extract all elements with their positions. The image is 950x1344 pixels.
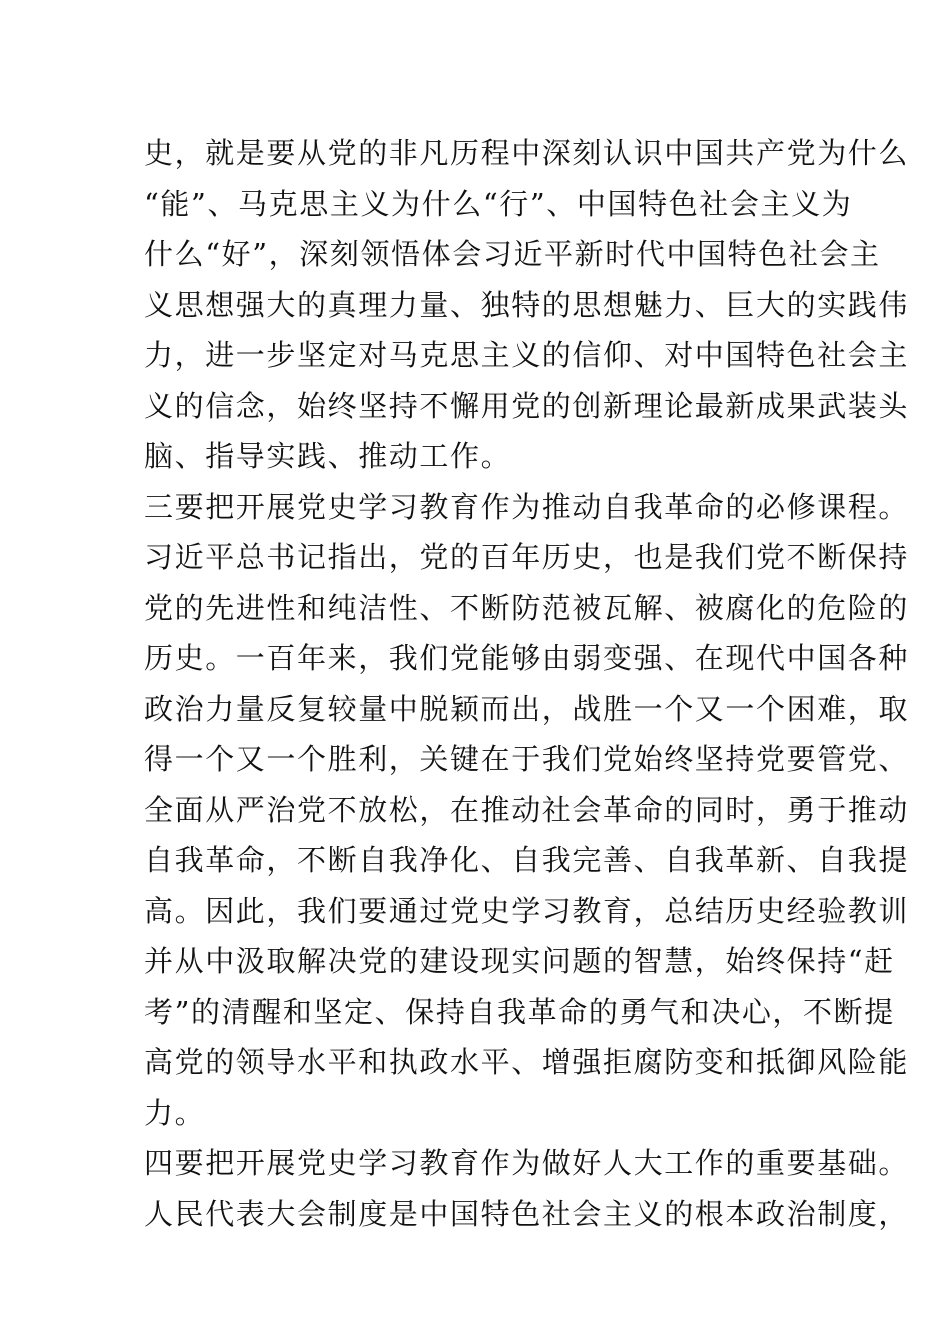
text-line: 习近平总书记指出，党的百年历史，也是我们党不断保持: [144, 540, 910, 574]
text-line: 高。因此，我们要通过党史学习教育，总结历史经验教训: [144, 893, 910, 928]
text-line: 自我革命，不断自我净化、自我完善、自我革新、自我提: [144, 843, 910, 877]
text-line: 力。: [144, 1095, 206, 1130]
section-heading-line: 四要把开展党史学习教育作为做好人大工作的重要基础。: [144, 1146, 910, 1180]
text-line: 得一个又一个胜利，关键在于我们党始终坚持党要管党、: [144, 742, 910, 776]
text-line: 力，进一步坚定对马克思主义的信仰、对中国特色社会主: [144, 338, 910, 372]
text-line: 政治力量反复较量中脱颖而出，战胜一个又一个困难，取: [144, 691, 910, 726]
section-heading-line: 三要把开展党史学习教育作为推动自我革命的必修课程。: [144, 489, 910, 524]
text-line: 什么“好”，深刻领悟体会习近平新时代中国特色社会主: [144, 237, 881, 271]
text-line: 脑、指导实践、推动工作。: [144, 439, 512, 473]
text-line: 考”的清醒和坚定、保持自我革命的勇气和决心，不断提: [144, 994, 895, 1029]
text-line: “能”、马克思主义为什么“行”、中国特色社会主义为: [144, 186, 853, 221]
text-line: 人民代表大会制度是中国特色社会主义的根本政治制度，: [144, 1196, 910, 1231]
text-line: 义的信念，始终坚持不懈用党的创新理论最新成果武装头: [144, 388, 910, 423]
body-text: [144, 128, 910, 1239]
text-line: 史，就是要从党的非凡历程中深刻认识中国共产党为什么: [144, 136, 910, 170]
text-line: 并从中汲取解决党的建设现实问题的智慧，始终保持“赶: [144, 944, 895, 978]
text-line: 高党的领导水平和执政水平、增强拒腐防变和抵御风险能: [144, 1045, 910, 1079]
text-line: 全面从严治党不放松，在推动社会革命的同时，勇于推动: [144, 792, 910, 827]
text-line: 义思想强大的真理力量、独特的思想魅力、巨大的实践伟: [144, 287, 910, 322]
text-line: 历史。一百年来，我们党能够由弱变强、在现代中国各种: [144, 641, 910, 675]
text-line: 党的先进性和纯洁性、不断防范被瓦解、被腐化的危险的: [144, 590, 910, 625]
